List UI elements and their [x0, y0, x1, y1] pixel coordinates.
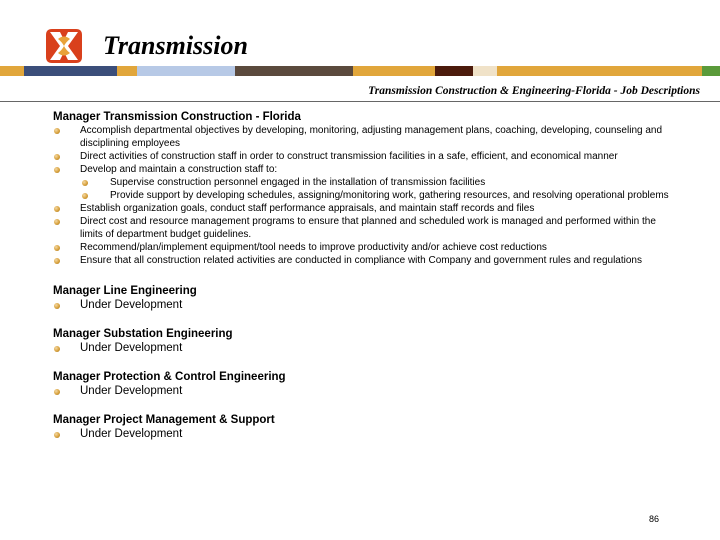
company-logo-icon: [44, 26, 84, 66]
bullet-icon: [54, 432, 60, 438]
duties-list: [53, 341, 673, 355]
item-text: Under Development: [80, 428, 183, 440]
item-text: Establish organization goals, conduct staff performance appraisals, and maintain staff records and files: [80, 203, 535, 214]
section-heading: Manager Transmission Construction - Florida: [53, 111, 301, 123]
bullet-icon: [54, 206, 60, 212]
list-item: [53, 384, 673, 398]
bullet-icon: [54, 389, 60, 395]
list-item: [53, 124, 673, 150]
sub-list-item: [53, 189, 673, 202]
item-text: Direct cost and resource management programs to ensure that planned and scheduled work is managed and performed within the limits of department budget guidelines.: [80, 216, 656, 240]
section-manager-substation-engineering: [53, 327, 673, 355]
item-text: Supervise construction personnel engaged in the installation of transmission facilities: [110, 177, 486, 188]
color-segment: [24, 66, 117, 76]
list-item: [53, 254, 673, 267]
section-heading: Manager Line Engineering: [53, 285, 197, 297]
sub-list-item: [53, 176, 673, 189]
color-segment: [235, 66, 353, 76]
item-text: Ensure that all construction related activities are conducted in compliance with Company and government rules and regulations: [80, 255, 642, 266]
section-heading: Manager Project Management & Support: [53, 414, 275, 426]
divider: [0, 101, 720, 102]
duties-list: [53, 427, 673, 441]
section-manager-line-engineering: [53, 284, 673, 312]
bullet-icon: [54, 303, 60, 309]
color-segment: [353, 66, 435, 76]
duties-list: [53, 124, 673, 176]
bullet-icon: [54, 258, 60, 264]
list-item: [53, 241, 673, 254]
section-manager-transmission-construction: [53, 110, 673, 267]
job-descriptions: [53, 110, 673, 456]
page-title: Transmission: [103, 31, 248, 60]
bullet-icon: [82, 180, 88, 186]
item-text: Accomplish departmental objectives by developing, monitoring, adjusting management plans, coaching, developing, counseling and disciplining employees: [80, 125, 663, 149]
duties-list: [53, 384, 673, 398]
list-item: [53, 163, 673, 176]
item-text: Under Development: [80, 385, 183, 397]
color-segment: [117, 66, 137, 76]
sub-duties-list: [53, 176, 673, 202]
section-manager-protection-control-engineering: [53, 370, 673, 398]
duties-list: [53, 298, 673, 312]
bullet-icon: [54, 219, 60, 225]
color-segment: [137, 66, 235, 76]
section-manager-project-management-support: [53, 413, 673, 441]
page-number: 86: [649, 514, 660, 524]
color-segment: [473, 66, 497, 76]
list-item: [53, 298, 673, 312]
section-heading: Manager Substation Engineering: [53, 328, 233, 340]
list-item: [53, 427, 673, 441]
bullet-icon: [82, 193, 88, 199]
list-item: [53, 150, 673, 163]
item-text: Under Development: [80, 342, 183, 354]
bullet-icon: [54, 154, 60, 160]
list-item: [53, 202, 673, 215]
color-segment: [702, 66, 720, 76]
bullet-icon: [54, 346, 60, 352]
header-color-bar: [0, 66, 720, 76]
duties-list: [53, 202, 673, 267]
item-text: Under Development: [80, 299, 183, 311]
color-segment: [497, 66, 702, 76]
bullet-icon: [54, 128, 60, 134]
page-subtitle: Transmission Construction & Engineering-Florida - Job Descriptions: [368, 85, 700, 97]
list-item: [53, 341, 673, 355]
item-text: Recommend/plan/implement equipment/tool needs to improve productivity and/or achieve cost reductions: [80, 242, 547, 253]
bullet-icon: [54, 245, 60, 251]
item-text: Provide support by developing schedules, assigning/monitoring work, gathering resources, and resolving operational problems: [110, 190, 669, 201]
list-item: [53, 215, 673, 241]
color-segment: [435, 66, 473, 76]
color-segment: [0, 66, 24, 76]
item-text: Develop and maintain a construction staff to:: [80, 164, 278, 175]
section-heading: Manager Protection & Control Engineering: [53, 371, 286, 383]
item-text: Direct activities of construction staff in order to construct transmission facilities in a safe, efficient, and economical manner: [80, 151, 618, 162]
bullet-icon: [54, 167, 60, 173]
